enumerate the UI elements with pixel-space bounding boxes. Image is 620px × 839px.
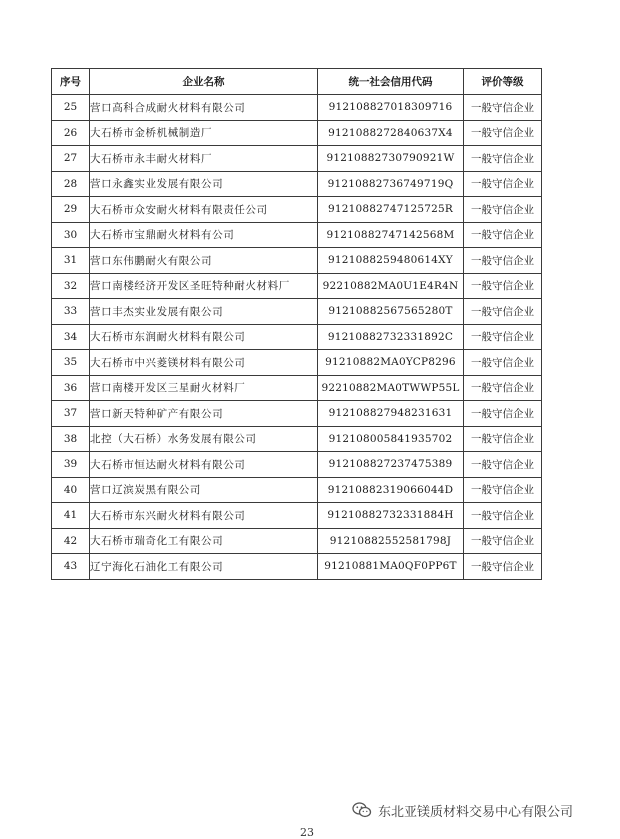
row-company-name: 大石桥市永丰耐火材料厂 — [90, 146, 318, 172]
table-row — [52, 120, 542, 146]
row-credit-code: 9121088259480614XY — [318, 248, 464, 274]
row-serial-number: 27 — [52, 146, 90, 172]
table-row — [52, 503, 542, 529]
row-credit-code: 912108827018309716 — [318, 95, 464, 121]
row-credit-code: 91210882319066044D — [318, 477, 464, 503]
row-company-name: 营口永鑫实业发展有限公司 — [90, 171, 318, 197]
row-company-name: 大石桥市宝鼎耐火材料有公司 — [90, 222, 318, 248]
row-serial-number: 40 — [52, 477, 90, 503]
table-row — [52, 146, 542, 172]
table-row — [52, 375, 542, 401]
row-rating-level: 一般守信企业 — [464, 197, 542, 223]
wechat-icon — [352, 802, 372, 818]
row-company-name: 大石桥市瑞奇化工有限公司 — [90, 528, 318, 554]
row-company-name: 营口新天特种矿产有限公司 — [90, 401, 318, 427]
row-serial-number: 30 — [52, 222, 90, 248]
row-company-name: 营口东伟鹏耐火有限公司 — [90, 248, 318, 274]
row-serial-number: 36 — [52, 375, 90, 401]
table-row — [52, 528, 542, 554]
table-row — [52, 324, 542, 350]
row-rating-level: 一般守信企业 — [464, 299, 542, 325]
row-serial-number: 39 — [52, 452, 90, 478]
row-rating-level: 一般守信企业 — [464, 426, 542, 452]
row-credit-code: 91210882732331892C — [318, 324, 464, 350]
row-rating-level: 一般守信企业 — [464, 477, 542, 503]
header-credit-code: 统一社会信用代码 — [318, 69, 464, 95]
row-serial-number: 35 — [52, 350, 90, 376]
row-credit-code: 91210882747125725R — [318, 197, 464, 223]
row-rating-level: 一般守信企业 — [464, 146, 542, 172]
row-company-name: 辽宁海化石油化工有限公司 — [90, 554, 318, 580]
header-company-name: 企业名称 — [90, 69, 318, 95]
watermark — [352, 800, 573, 820]
row-company-name: 营口高科合成耐火材料有限公司 — [90, 95, 318, 121]
row-serial-number: 37 — [52, 401, 90, 427]
row-serial-number: 41 — [52, 503, 90, 529]
table-row — [52, 477, 542, 503]
row-company-name: 大石桥市金桥机械制造厂 — [90, 120, 318, 146]
row-serial-number: 29 — [52, 197, 90, 223]
row-company-name: 营口南楼经济开发区圣旺特种耐火材料厂 — [90, 273, 318, 299]
row-serial-number: 42 — [52, 528, 90, 554]
row-rating-level: 一般守信企业 — [464, 324, 542, 350]
row-credit-code: 912108005841935702 — [318, 426, 464, 452]
row-credit-code: 912108827948231631 — [318, 401, 464, 427]
row-company-name: 大石桥市众安耐火材料有限责任公司 — [90, 197, 318, 223]
row-rating-level: 一般守信企业 — [464, 554, 542, 580]
row-company-name: 营口辽滨炭黑有限公司 — [90, 477, 318, 503]
table-row — [52, 248, 542, 274]
row-serial-number: 38 — [52, 426, 90, 452]
table-row — [52, 197, 542, 223]
row-rating-level: 一般守信企业 — [464, 452, 542, 478]
header-serial-number: 序号 — [52, 69, 90, 95]
row-rating-level: 一般守信企业 — [464, 222, 542, 248]
row-rating-level: 一般守信企业 — [464, 248, 542, 274]
table-row — [52, 426, 542, 452]
row-serial-number: 28 — [52, 171, 90, 197]
credit-rating-table — [51, 68, 542, 580]
row-credit-code: 91210881MA0QF0PP6T — [318, 554, 464, 580]
row-rating-level: 一般守信企业 — [464, 528, 542, 554]
row-rating-level: 一般守信企业 — [464, 350, 542, 376]
row-rating-level: 一般守信企业 — [464, 171, 542, 197]
row-serial-number: 33 — [52, 299, 90, 325]
row-rating-level: 一般守信企业 — [464, 503, 542, 529]
table-row — [52, 222, 542, 248]
table-row — [52, 95, 542, 121]
table-row — [52, 401, 542, 427]
table-row — [52, 299, 542, 325]
row-company-name: 大石桥市东润耐火材料有限公司 — [90, 324, 318, 350]
row-credit-code: 91210882732331884H — [318, 503, 464, 529]
row-credit-code: 9121088272840637X4 — [318, 120, 464, 146]
row-rating-level: 一般守信企业 — [464, 273, 542, 299]
header-rating-level: 评价等级 — [464, 69, 542, 95]
row-serial-number: 31 — [52, 248, 90, 274]
row-serial-number: 26 — [52, 120, 90, 146]
row-credit-code: 91210882747142568M — [318, 222, 464, 248]
row-company-name: 大石桥市恒达耐火材料有限公司 — [90, 452, 318, 478]
page-number: 23 — [300, 826, 314, 839]
row-credit-code: 91210882730790921W — [318, 146, 464, 172]
row-serial-number: 43 — [52, 554, 90, 580]
table-row — [52, 273, 542, 299]
row-rating-level: 一般守信企业 — [464, 401, 542, 427]
table-row — [52, 452, 542, 478]
row-company-name: 大石桥市东兴耐火材料有限公司 — [90, 503, 318, 529]
row-rating-level: 一般守信企业 — [464, 375, 542, 401]
table-row — [52, 350, 542, 376]
row-credit-code: 91210882736749719Q — [318, 171, 464, 197]
table-row — [52, 171, 542, 197]
row-credit-code: 92210882MA0TWWP55L — [318, 375, 464, 401]
table-header-row — [52, 69, 542, 95]
row-credit-code: 91210882552581798J — [318, 528, 464, 554]
row-credit-code: 92210882MA0U1E4R4N — [318, 273, 464, 299]
row-credit-code: 912108827237475389 — [318, 452, 464, 478]
table-row — [52, 554, 542, 580]
table-body — [52, 95, 542, 580]
watermark-text: 东北亚镁质材料交易中心有限公司 — [378, 804, 574, 820]
row-serial-number: 32 — [52, 273, 90, 299]
row-rating-level: 一般守信企业 — [464, 95, 542, 121]
row-rating-level: 一般守信企业 — [464, 120, 542, 146]
row-credit-code: 91210882MA0YCP8296 — [318, 350, 464, 376]
row-serial-number: 25 — [52, 95, 90, 121]
row-company-name: 营口丰杰实业发展有限公司 — [90, 299, 318, 325]
row-company-name: 大石桥市中兴菱镁材料有限公司 — [90, 350, 318, 376]
row-credit-code: 91210882567565280T — [318, 299, 464, 325]
row-company-name: 营口南楼开发区三星耐火材料厂 — [90, 375, 318, 401]
row-company-name: 北控（大石桥）水务发展有限公司 — [90, 426, 318, 452]
row-serial-number: 34 — [52, 324, 90, 350]
